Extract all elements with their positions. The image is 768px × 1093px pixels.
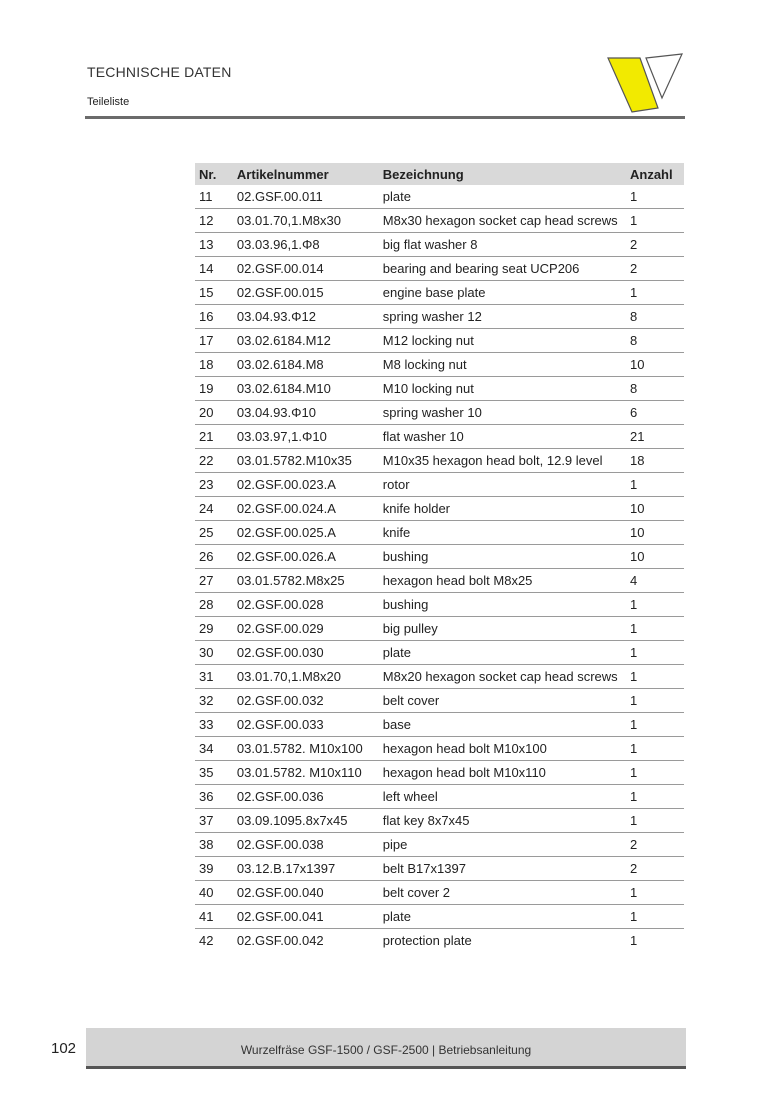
table-row bbox=[195, 665, 684, 689]
table-row bbox=[195, 209, 684, 233]
cell-artikelnummer: 03.02.6184.M10 bbox=[233, 377, 379, 401]
cell-nr: 22 bbox=[195, 449, 233, 473]
cell-nr: 19 bbox=[195, 377, 233, 401]
cell-artikelnummer: 03.01.5782. M10x110 bbox=[233, 761, 379, 785]
cell-anzahl: 1 bbox=[626, 785, 684, 809]
cell-artikelnummer: 03.02.6184.M12 bbox=[233, 329, 379, 353]
table-row bbox=[195, 641, 684, 665]
cell-bezeichnung: knife bbox=[379, 521, 626, 545]
cell-anzahl: 1 bbox=[626, 689, 684, 713]
cell-artikelnummer: 02.GSF.00.028 bbox=[233, 593, 379, 617]
cell-anzahl: 8 bbox=[626, 329, 684, 353]
cell-artikelnummer: 02.GSF.00.023.A bbox=[233, 473, 379, 497]
cell-anzahl: 1 bbox=[626, 281, 684, 305]
cell-artikelnummer: 03.01.5782.M10x35 bbox=[233, 449, 379, 473]
cell-bezeichnung: engine base plate bbox=[379, 281, 626, 305]
cell-nr: 16 bbox=[195, 305, 233, 329]
table-row bbox=[195, 545, 684, 569]
cell-nr: 15 bbox=[195, 281, 233, 305]
cell-bezeichnung: big pulley bbox=[379, 617, 626, 641]
cell-artikelnummer: 03.03.96,1.Φ8 bbox=[233, 233, 379, 257]
col-header-nr: Nr. bbox=[195, 163, 233, 185]
table-row bbox=[195, 809, 684, 833]
table-row bbox=[195, 737, 684, 761]
cell-artikelnummer: 02.GSF.00.025.A bbox=[233, 521, 379, 545]
cell-bezeichnung: M12 locking nut bbox=[379, 329, 626, 353]
cell-nr: 20 bbox=[195, 401, 233, 425]
cell-artikelnummer: 02.GSF.00.033 bbox=[233, 713, 379, 737]
cell-artikelnummer: 03.03.97,1.Φ10 bbox=[233, 425, 379, 449]
cell-bezeichnung: bearing and bearing seat UCP206 bbox=[379, 257, 626, 281]
table-row bbox=[195, 401, 684, 425]
table-row bbox=[195, 881, 684, 905]
table-row bbox=[195, 569, 684, 593]
cell-anzahl: 1 bbox=[626, 737, 684, 761]
cell-anzahl: 2 bbox=[626, 257, 684, 281]
cell-nr: 13 bbox=[195, 233, 233, 257]
cell-artikelnummer: 03.01.5782. M10x100 bbox=[233, 737, 379, 761]
table-header-row bbox=[195, 163, 684, 185]
cell-artikelnummer: 02.GSF.00.029 bbox=[233, 617, 379, 641]
cell-artikelnummer: 03.01.70,1.M8x20 bbox=[233, 665, 379, 689]
cell-artikelnummer: 03.01.70,1.M8x30 bbox=[233, 209, 379, 233]
cell-artikelnummer: 02.GSF.00.038 bbox=[233, 833, 379, 857]
header-divider bbox=[85, 116, 685, 119]
cell-artikelnummer: 02.GSF.00.014 bbox=[233, 257, 379, 281]
cell-artikelnummer: 03.04.93.Φ12 bbox=[233, 305, 379, 329]
cell-nr: 14 bbox=[195, 257, 233, 281]
cell-bezeichnung: bushing bbox=[379, 593, 626, 617]
cell-artikelnummer: 02.GSF.00.032 bbox=[233, 689, 379, 713]
table-row bbox=[195, 785, 684, 809]
cell-anzahl: 1 bbox=[626, 617, 684, 641]
brand-logo bbox=[606, 52, 684, 114]
table-row bbox=[195, 449, 684, 473]
footer-text: Wurzelfräse GSF-1500 / GSF-2500 | Betriebsanleitung bbox=[240, 1043, 532, 1057]
cell-artikelnummer: 02.GSF.00.041 bbox=[233, 905, 379, 929]
cell-bezeichnung: hexagon head bolt M10x110 bbox=[379, 761, 626, 785]
cell-bezeichnung: M10x35 hexagon head bolt, 12.9 level bbox=[379, 449, 626, 473]
cell-nr: 35 bbox=[195, 761, 233, 785]
cell-nr: 39 bbox=[195, 857, 233, 881]
cell-nr: 30 bbox=[195, 641, 233, 665]
table-row bbox=[195, 713, 684, 737]
cell-nr: 41 bbox=[195, 905, 233, 929]
cell-anzahl: 6 bbox=[626, 401, 684, 425]
cell-nr: 29 bbox=[195, 617, 233, 641]
cell-bezeichnung: knife holder bbox=[379, 497, 626, 521]
table-row bbox=[195, 257, 684, 281]
table-row bbox=[195, 353, 684, 377]
cell-anzahl: 4 bbox=[626, 569, 684, 593]
cell-nr: 33 bbox=[195, 713, 233, 737]
cell-nr: 37 bbox=[195, 809, 233, 833]
table-row bbox=[195, 617, 684, 641]
table-row bbox=[195, 377, 684, 401]
cell-bezeichnung: M10 locking nut bbox=[379, 377, 626, 401]
cell-nr: 38 bbox=[195, 833, 233, 857]
table-row bbox=[195, 497, 684, 521]
cell-anzahl: 1 bbox=[626, 185, 684, 209]
cell-anzahl: 1 bbox=[626, 809, 684, 833]
cell-nr: 42 bbox=[199, 933, 214, 948]
table-row bbox=[195, 425, 684, 449]
footer-bar bbox=[86, 1028, 686, 1069]
cell-artikelnummer: 02.GSF.00.030 bbox=[233, 641, 379, 665]
section-subtitle: Teileliste bbox=[87, 96, 130, 108]
table-row bbox=[195, 305, 684, 329]
cell-bezeichnung: protection plate bbox=[382, 933, 472, 948]
table-row bbox=[195, 593, 684, 617]
table-row bbox=[195, 833, 684, 857]
table-row bbox=[195, 689, 684, 713]
cell-anzahl: 21 bbox=[626, 425, 684, 449]
cell-anzahl: 10 bbox=[626, 497, 684, 521]
cell-bezeichnung: bushing bbox=[379, 545, 626, 569]
cell-bezeichnung: spring washer 10 bbox=[379, 401, 626, 425]
cell-bezeichnung: belt B17x1397 bbox=[379, 857, 626, 881]
cell-bezeichnung: base bbox=[379, 713, 626, 737]
cell-anzahl: 8 bbox=[626, 377, 684, 401]
cell-anzahl: 1 bbox=[626, 905, 684, 929]
cell-bezeichnung: hexagon head bolt M10x100 bbox=[379, 737, 626, 761]
table-row bbox=[195, 329, 684, 353]
cell-bezeichnung: left wheel bbox=[379, 785, 626, 809]
parts-table bbox=[195, 163, 684, 952]
cell-nr: 17 bbox=[195, 329, 233, 353]
cell-bezeichnung: pipe bbox=[379, 833, 626, 857]
cell-anzahl: 8 bbox=[626, 305, 684, 329]
cell-artikelnummer: 03.02.6184.M8 bbox=[233, 353, 379, 377]
section-title: TECHNISCHE DATEN bbox=[87, 64, 232, 80]
cell-bezeichnung: M8x20 hexagon socket cap head screws bbox=[379, 665, 626, 689]
cell-artikelnummer: 02.GSF.00.011 bbox=[233, 185, 379, 209]
cell-artikelnummer: 02.GSF.00.015 bbox=[233, 281, 379, 305]
table-row bbox=[195, 929, 684, 953]
cell-bezeichnung: M8x30 hexagon socket cap head screws bbox=[379, 209, 626, 233]
table-row bbox=[195, 281, 684, 305]
cell-artikelnummer: 02.GSF.00.036 bbox=[233, 785, 379, 809]
cell-artikelnummer: 02.GSF.00.042 bbox=[236, 933, 324, 948]
cell-anzahl: 1 bbox=[626, 641, 684, 665]
table-row bbox=[195, 185, 684, 209]
cell-artikelnummer: 02.GSF.00.040 bbox=[233, 881, 379, 905]
cell-bezeichnung: hexagon head bolt M8x25 bbox=[379, 569, 626, 593]
cell-bezeichnung: plate bbox=[379, 905, 626, 929]
cell-bezeichnung: plate bbox=[379, 185, 626, 209]
cell-anzahl: 18 bbox=[626, 449, 684, 473]
table-row bbox=[195, 905, 684, 929]
cell-nr: 21 bbox=[195, 425, 233, 449]
cell-anzahl: 2 bbox=[626, 857, 684, 881]
cell-bezeichnung: flat key 8x7x45 bbox=[379, 809, 626, 833]
cell-anzahl: 1 bbox=[626, 761, 684, 785]
cell-anzahl: 1 bbox=[626, 665, 684, 689]
cell-nr: 32 bbox=[195, 689, 233, 713]
cell-artikelnummer: 03.09.1095.8x7x45 bbox=[233, 809, 379, 833]
table-row bbox=[195, 761, 684, 785]
cell-nr: 26 bbox=[195, 545, 233, 569]
cell-nr: 23 bbox=[195, 473, 233, 497]
cell-artikelnummer: 03.01.5782.M8x25 bbox=[233, 569, 379, 593]
cell-artikelnummer: 02.GSF.00.026.A bbox=[233, 545, 379, 569]
col-header-artikelnummer: Artikelnummer bbox=[233, 163, 379, 185]
cell-nr: 18 bbox=[195, 353, 233, 377]
cell-nr: 27 bbox=[195, 569, 233, 593]
cell-anzahl: 10 bbox=[626, 353, 684, 377]
cell-bezeichnung: flat washer 10 bbox=[379, 425, 626, 449]
cell-artikelnummer: 02.GSF.00.024.A bbox=[233, 497, 379, 521]
cell-bezeichnung: rotor bbox=[379, 473, 626, 497]
col-header-bezeichnung: Bezeichnung bbox=[379, 163, 626, 185]
cell-anzahl: 1 bbox=[626, 473, 684, 497]
table-row bbox=[195, 857, 684, 881]
cell-bezeichnung: belt cover bbox=[379, 689, 626, 713]
cell-anzahl: 10 bbox=[626, 521, 684, 545]
cell-anzahl: 1 bbox=[630, 933, 638, 948]
cell-bezeichnung: spring washer 12 bbox=[379, 305, 626, 329]
cell-anzahl: 2 bbox=[626, 833, 684, 857]
cell-nr: 40 bbox=[195, 881, 233, 905]
table-row bbox=[195, 521, 684, 545]
table-row bbox=[195, 233, 684, 257]
cell-nr: 24 bbox=[195, 497, 233, 521]
cell-anzahl: 1 bbox=[626, 713, 684, 737]
cell-bezeichnung: plate bbox=[379, 641, 626, 665]
cell-nr: 34 bbox=[195, 737, 233, 761]
cell-anzahl: 2 bbox=[626, 233, 684, 257]
cell-anzahl: 1 bbox=[626, 881, 684, 905]
cell-anzahl: 1 bbox=[626, 209, 684, 233]
cell-nr: 11 bbox=[195, 185, 233, 209]
col-header-anzahl: Anzahl bbox=[626, 163, 684, 185]
cell-anzahl: 1 bbox=[626, 593, 684, 617]
page-number: 102 bbox=[51, 1040, 77, 1057]
cell-bezeichnung: big flat washer 8 bbox=[379, 233, 626, 257]
cell-nr: 25 bbox=[195, 521, 233, 545]
cell-bezeichnung: M8 locking nut bbox=[379, 353, 626, 377]
cell-anzahl: 10 bbox=[626, 545, 684, 569]
table-row bbox=[195, 473, 684, 497]
cell-artikelnummer: 03.12.B.17x1397 bbox=[233, 857, 379, 881]
cell-nr: 12 bbox=[195, 209, 233, 233]
cell-artikelnummer: 03.04.93.Φ10 bbox=[233, 401, 379, 425]
cell-nr: 31 bbox=[195, 665, 233, 689]
cell-bezeichnung: belt cover 2 bbox=[379, 881, 626, 905]
cell-nr: 36 bbox=[195, 785, 233, 809]
cell-nr: 28 bbox=[195, 593, 233, 617]
